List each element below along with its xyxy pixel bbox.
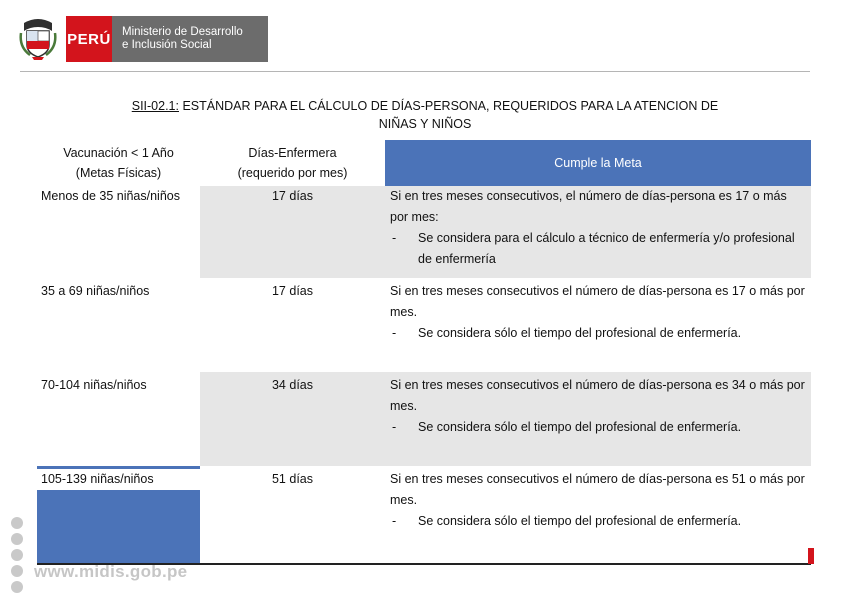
ministry-line-2: e Inclusión Social [122, 39, 212, 51]
facebook-icon[interactable] [11, 517, 23, 529]
bullet-dash: - [392, 231, 397, 245]
standards-table [37, 140, 811, 564]
header-metas [37, 140, 200, 186]
cell-dias: 17 días [271, 189, 313, 203]
header-cumple [385, 140, 811, 186]
cell-cumple [385, 281, 811, 344]
cell-cumple [385, 375, 811, 438]
country-label: PERÚ [66, 16, 112, 62]
table-row [37, 466, 811, 563]
cumple-text: Si en tres meses consecutivos el número de días-persona es 51 o más por mes. [390, 472, 805, 507]
cell-cumple [385, 469, 811, 532]
twitter-icon[interactable] [11, 533, 23, 545]
cell-dias: 51 días [271, 472, 313, 486]
cell-metas: 70-104 niñas/niños [41, 378, 147, 392]
ministry-name [112, 16, 268, 62]
coat-of-arms-icon [18, 17, 58, 61]
cumple-bullet [390, 228, 805, 270]
cell-dias: 34 días [271, 378, 313, 392]
cumple-text: Si en tres meses consecutivos el número de días-persona es 17 o más por mes. [390, 284, 805, 319]
title-text-line2: NIÑAS Y NIÑOS [378, 117, 472, 131]
cumple-bullet [390, 323, 805, 344]
header-cumple-label: Cumple la Meta [554, 156, 642, 170]
flickr-icon[interactable] [11, 565, 23, 577]
cumple-bullet [390, 511, 805, 532]
social-icons [11, 517, 25, 593]
cell-metas: Menos de 35 niñas/niños [41, 189, 180, 203]
footer-url[interactable]: www.midis.gob.pe [34, 562, 188, 581]
ministry-line-1: Ministerio de Desarrollo [122, 26, 243, 38]
title-code: SII-02.1: [131, 99, 179, 113]
instagram-icon[interactable] [11, 581, 23, 593]
bullet-text: Se considera sólo el tiempo del profesional de enfermería. [418, 514, 742, 528]
red-accent-mark [808, 548, 814, 564]
cumple-text: Si en tres meses consecutivos, el número de días-persona es 17 o más por mes: [390, 189, 787, 224]
cell-dias: 17 días [271, 284, 313, 298]
youtube-icon[interactable] [11, 549, 23, 561]
bullet-text: Se considera sólo el tiempo del profesional de enfermería. [418, 326, 742, 340]
title-text: ESTÁNDAR PARA EL CÁLCULO DE DÍAS-PERSONA, REQUERIDOS PARA LA ATENCION DE [178, 99, 719, 113]
table-row [37, 278, 811, 372]
cell-metas: 35 a 69 niñas/niños [41, 284, 150, 298]
header-dias-line2: (requerido por mes) [237, 166, 348, 180]
cell-cumple [385, 186, 811, 270]
header-dias-line1: Días-Enfermera [248, 146, 337, 160]
cumple-text: Si en tres meses consecutivos el número de días-persona es 34 o más por mes. [390, 378, 805, 413]
bullet-dash: - [392, 420, 397, 434]
page-title [60, 97, 790, 133]
header-metas-line1: Vacunación < 1 Año [63, 146, 174, 160]
bullet-text: Se considera sólo el tiempo del profesional de enfermería. [418, 420, 742, 434]
bullet-dash: - [392, 514, 397, 528]
cell-metas: 105-139 niñas/niños [37, 469, 200, 490]
bullet-text: Se considera para el cálculo a técnico de enfermería y/o profesional de enfermería [418, 231, 795, 266]
cumple-bullet [390, 417, 805, 438]
logo-header [18, 14, 268, 64]
table-row [37, 372, 811, 466]
table-row [37, 186, 811, 278]
header-divider [20, 71, 810, 72]
bullet-dash: - [392, 326, 397, 340]
header-metas-line2: (Metas Físicas) [75, 166, 162, 180]
